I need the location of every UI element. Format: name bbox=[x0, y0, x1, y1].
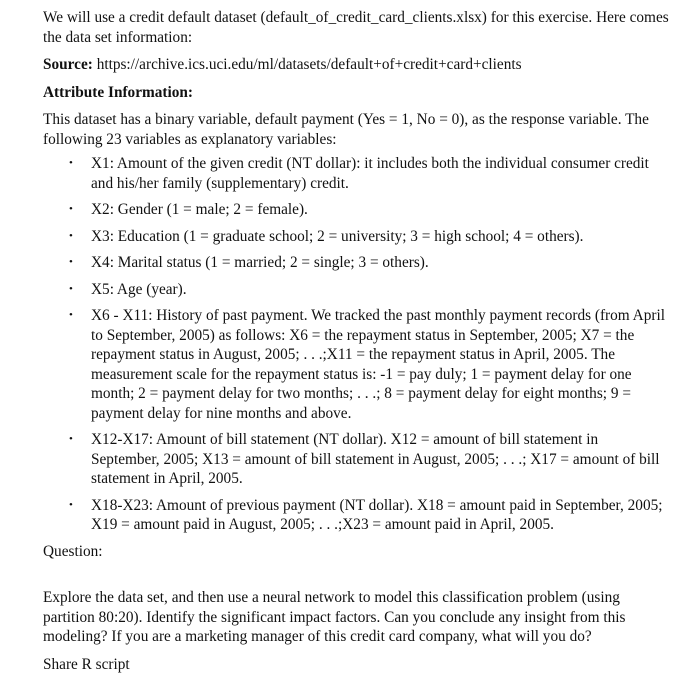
list-item bbox=[43, 253, 669, 273]
list-item bbox=[43, 496, 669, 535]
intro-paragraph: We will use a credit default dataset (default_of_credit_card_clients.xlsx) for this exercise. Here comes the data set information: bbox=[43, 9, 669, 46]
list-item bbox=[43, 154, 669, 193]
variable-text: X1: Amount of the given credit (NT dollar): it includes both the individual consumer credit and his/her family (supplementary) credit. bbox=[91, 155, 649, 192]
dataset-description: This dataset has a binary variable, default payment (Yes = 1, No = 0), as the response variable. The following 23 variables as explanatory variables: bbox=[43, 111, 649, 148]
source-label: Source: bbox=[43, 56, 93, 73]
bullet-icon: • bbox=[69, 157, 73, 169]
list-item bbox=[43, 227, 669, 247]
bullet-icon: • bbox=[69, 203, 73, 215]
variable-text: X5: Age (year). bbox=[91, 280, 187, 298]
variable-list bbox=[43, 154, 669, 535]
bullet-icon: • bbox=[69, 433, 73, 445]
bullet-icon: • bbox=[69, 256, 73, 268]
share-script-text: Share R script bbox=[43, 655, 130, 673]
source-line bbox=[43, 55, 669, 75]
question-text: Explore the data set, and then use a neural network to model this classification problem (using partition 80:20). Identify the significant impact factors. Can you conclude any insight from this modeling? If you are a marketing manager of this credit card company, what will you do? bbox=[43, 589, 626, 645]
variable-text: X2: Gender (1 = male; 2 = female). bbox=[91, 201, 308, 218]
question-label: Question: bbox=[43, 542, 103, 560]
source-url: https://archive.ics.uci.edu/ml/datasets/default+of+credit+card+clients bbox=[96, 56, 522, 73]
variable-text: X3: Education (1 = graduate school; 2 = university; 3 = high school; 4 = others). bbox=[91, 227, 584, 245]
list-item bbox=[43, 306, 669, 423]
attribute-heading: Attribute Information: bbox=[43, 83, 193, 101]
variable-text: X18-X23: Amount of previous payment (NT dollar). X18 = amount paid in September, 2005; X19 = amount paid in August, 2005; . . .;X23 = amount paid in April, 2005. bbox=[91, 496, 663, 533]
list-item bbox=[43, 200, 669, 220]
bullet-icon: • bbox=[69, 309, 73, 321]
bullet-icon: • bbox=[69, 282, 73, 295]
bullet-icon: • bbox=[69, 229, 73, 242]
variable-text: X12-X17: Amount of bill statement (NT dollar). X12 = amount of bill statement in September, 2005; X13 = amount of bill statement in August, 2005; . . .; X17 = amount of bill statement in April, 2005. bbox=[91, 431, 660, 487]
document-page bbox=[43, 8, 669, 674]
list-item bbox=[43, 430, 669, 489]
variable-text: X4: Marital status (1 = married; 2 = single; 3 = others). bbox=[91, 254, 429, 271]
bullet-icon: • bbox=[69, 498, 73, 511]
variable-text: X6 - X11: History of past payment. We tracked the past monthly payment records (from April to September, 2005) as follows: X6 = the repayment status in September, 2005; X7 = the repayment status in August, 2005; . . .;X11 = the repayment status in April, 2005. The measurement scale for the repayment status is: -1 = pay duly; 1 = payment delay for one month; 2 = payment delay for two months; . . .; 8 = payment delay for eight months; 9 = payment delay for nine months and above. bbox=[91, 307, 665, 422]
list-item bbox=[43, 280, 669, 300]
